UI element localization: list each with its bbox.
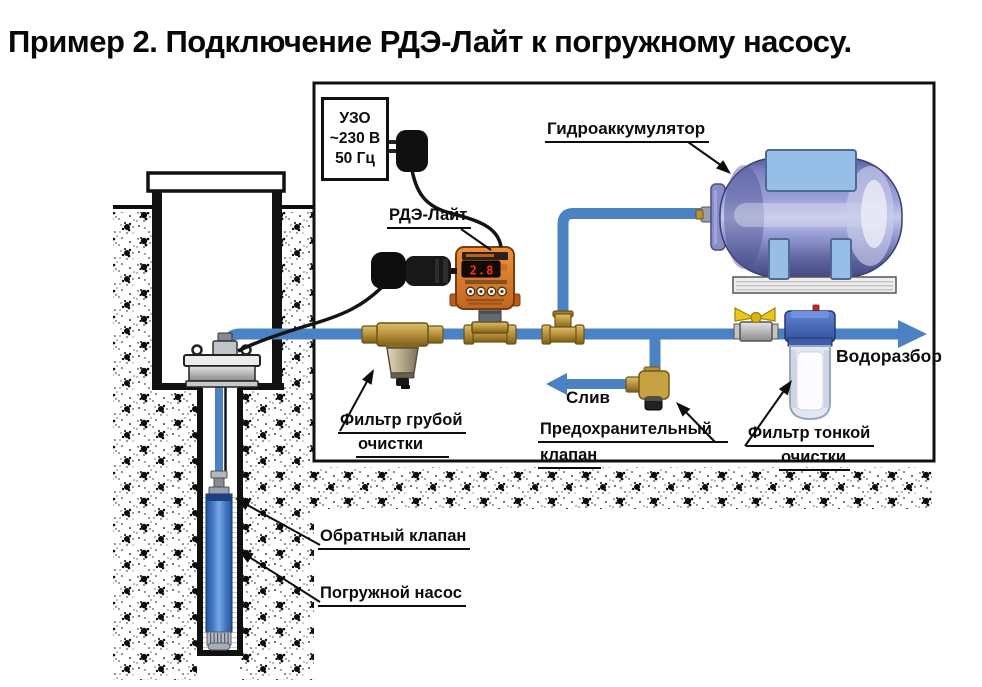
fine-filter-label-line1: Фильтр тонкой	[746, 424, 874, 447]
filter-cartridge	[797, 352, 823, 410]
display-value: 2.8	[469, 263, 495, 278]
tank-leg	[831, 239, 851, 279]
fine-filter-label-line2: очистки	[779, 448, 850, 471]
uzo-power-box	[321, 97, 389, 181]
tank-leg	[769, 239, 789, 279]
coarse-filter-label-line2: очистки	[356, 435, 449, 458]
fine-filter	[785, 305, 835, 419]
pump-label: Погружной насос	[318, 584, 466, 607]
ground-line-right	[280, 205, 314, 209]
water-outlet-label: Водоразбор	[836, 346, 942, 366]
coarse-filter-label-line1: Фильтр грубой	[338, 411, 466, 434]
pump-body	[206, 494, 232, 632]
uzo-label: УЗО	[339, 110, 371, 127]
page-title: Пример 2. Подключение РДЭ-Лайт к погружному насосу.	[8, 24, 852, 59]
accumulator-label: Гидроаккумулятор	[545, 119, 709, 143]
rde-label: РДЭ-Лайт	[387, 206, 471, 229]
safety-valve-label-line1: Предохранительный	[538, 420, 728, 443]
well-cap	[148, 173, 284, 191]
ball-valve	[734, 308, 778, 341]
filter-drain-tap	[396, 378, 409, 386]
ground-line-left	[113, 205, 152, 209]
drain-label: Слив	[566, 388, 610, 407]
check-valve-label: Обратный клапан	[318, 527, 470, 550]
pump-plug-icon	[371, 252, 406, 289]
submersible-pump	[206, 471, 232, 650]
tank-top-bracket	[766, 150, 856, 191]
uzo-frequency: 50 Гц	[335, 150, 375, 167]
uzo-voltage: ~230 В	[329, 130, 381, 147]
uzo-plug-icon	[396, 130, 428, 172]
filter-bowl	[387, 348, 418, 373]
safety-valve-label-line2: клапан	[538, 446, 601, 469]
